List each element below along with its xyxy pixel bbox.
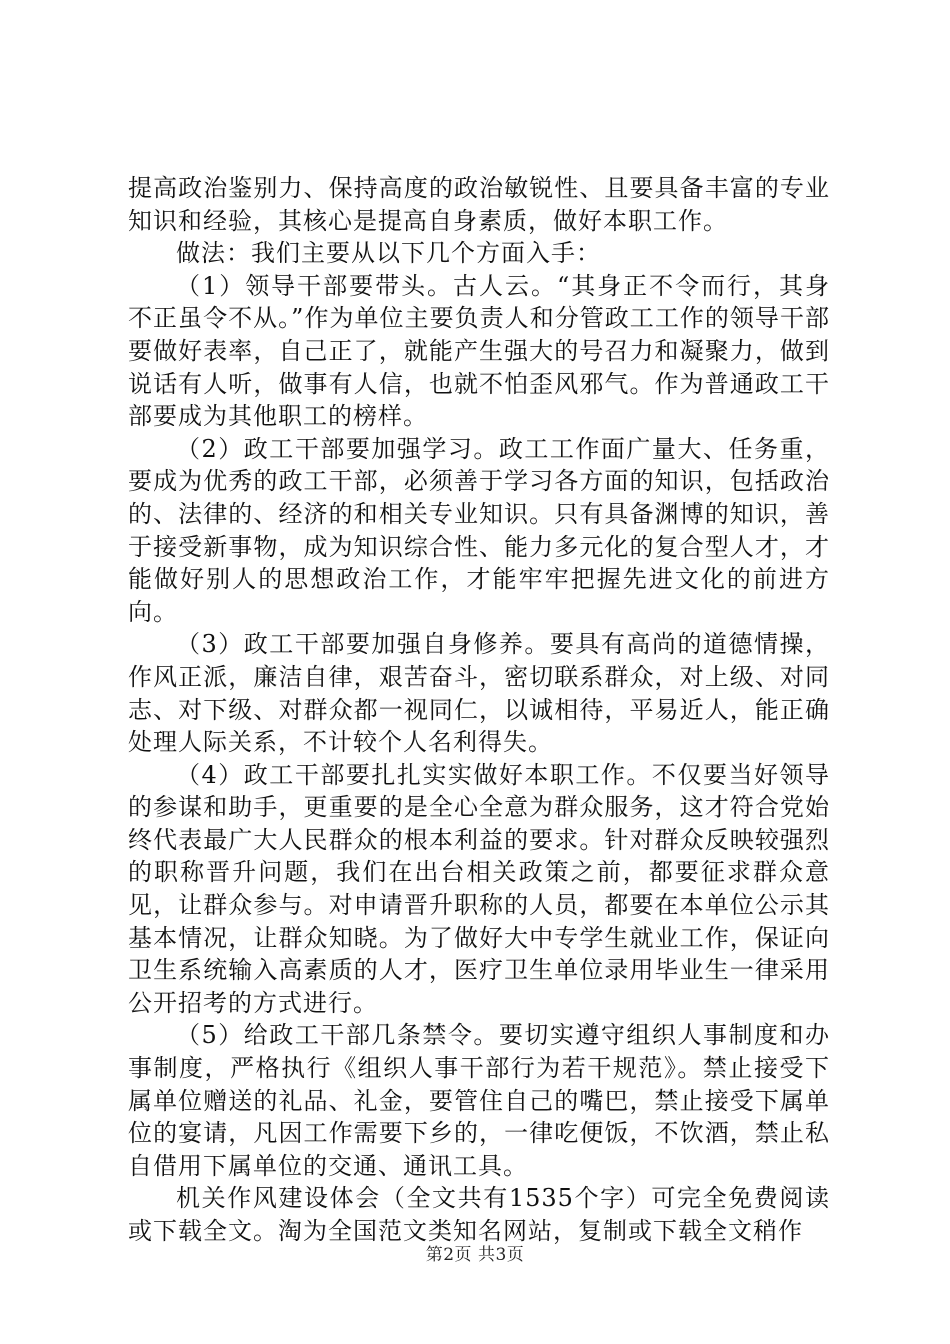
page-number-footer: 第2页 共3页 — [425, 1245, 525, 1265]
paragraph-item-1: （1）领导干部要带头。古人云。“其身正不令而行，其身不正虽令不从。”作为单位主要负责人和分管政工工作的领导干部要做好表率，自己正了，就能产生强大的号召力和凝聚力，做到说话有人听，做事有人信，也就不怕歪风邪气。作为普通政工干部要成为其他职工的榜样。 — [128, 271, 830, 431]
paragraph-item-3: （3）政工干部要加强自身修养。要具有高尚的道德情操，作风正派，廉洁自律，艰苦奋斗，密切联系群众，对上级、对同志、对下级、对群众都一视同仁，以诚相待，平易近人，能正确处理人际关系，不计较个人名利得失。 — [128, 630, 830, 757]
paragraph-item-4: （4）政工干部要扎扎实实做好本职工作。不仅要当好领导的参谋和助手，更重要的是全心全意为群众服务，这才符合党始终代表最广大人民群众的根本利益的要求。针对群众反映较强烈的职称晋升问题，我们在出台相关政策之前，都要征求群众意见，让群众参与。对申请晋升职称的人员，都要在本单位公示其基本情况，让群众知晓。为了做好大中专学生就业工作，保证向卫生系统输入高素质的人才，医疗卫生单位录用毕业生一律采用公开招考的方式进行。 — [128, 760, 830, 1017]
paragraph-continuation: 提高政治鉴别力、保持高度的政治敏锐性、且要具备丰富的专业知识和经验，其核心是提高自身素质，做好本职工作。 — [128, 174, 830, 235]
paragraph-method-intro: 做法：我们主要从以下几个方面入手： — [176, 239, 601, 268]
paragraph-download-note: 机关作风建设体会（全文共有1535个字）可完全免费阅读或下载全文。淘为全国范文类知名网站，复制或下载全文稍作 — [128, 1184, 830, 1245]
paragraph-item-2: （2）政工干部要加强学习。政工工作面广量大、任务重，要成为优秀的政工干部，必须善于学习各方面的知识，包括政治的、法律的、经济的和相关专业知识。只有具备渊博的知识，善于接受新事物，成为知识综合性、能力多元化的复合型人才，才能做好别人的思想政治工作，才能牢牢把握先进文化的前进方向。 — [128, 434, 830, 626]
paragraph-item-5: （5）给政工干部几条禁令。要切实遵守组织人事制度和办事制度，严格执行《组织人事干部行为若干规范》。禁止接受下属单位赠送的礼品、礼金，要管住自己的嘴巴，禁止接受下属单位的宴请，凡因工作需要下乡的，一律吃便饭，不饮酒，禁止私自借用下属单位的交通、通讯工具。 — [128, 1021, 830, 1180]
document-body — [128, 172, 830, 1248]
